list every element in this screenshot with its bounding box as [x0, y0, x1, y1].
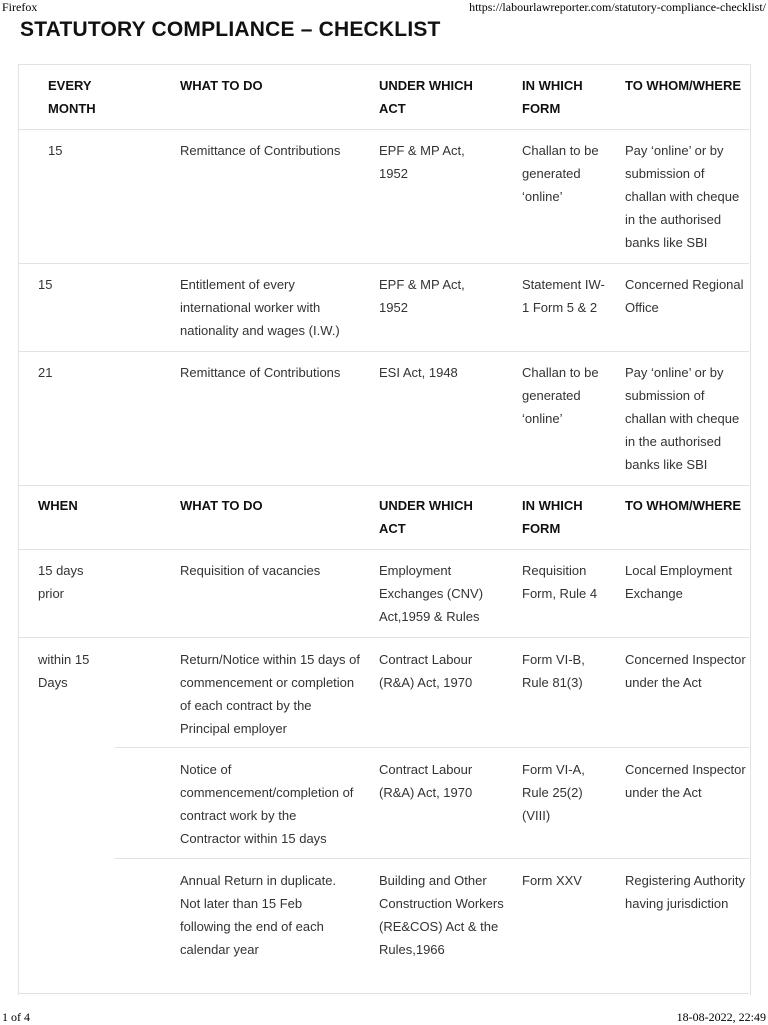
table-cell: Concerned Inspector under the Act [625, 652, 746, 690]
header-every-month: EVERY MONTH [48, 78, 96, 116]
row-divider [18, 351, 749, 352]
header-to-whom-where: TO WHOM/WHERE [625, 498, 742, 513]
row-divider [18, 129, 749, 130]
print-datetime: 18-08-2022, 22:49 [676, 1010, 766, 1024]
table-cell: Entitlement of every international worker with nationality and wages (I.W.) [180, 277, 340, 338]
table-cell: Remittance of Contributions [180, 365, 341, 380]
table-cell: Concerned Regional Office [625, 277, 744, 315]
table-cell: Contract Labour (R&A) Act, 1970 [379, 652, 473, 690]
table-cell: ESI Act, 1948 [379, 365, 458, 380]
header-in-which-form: IN WHICH FORM [522, 78, 583, 116]
table-cell: Annual Return in duplicate. Not later than 15 Feb following the end of each calendar year [180, 873, 337, 957]
table-cell: 15 [38, 277, 53, 292]
header-under-which-act: UNDER WHICH ACT [379, 78, 473, 116]
page-number: 1 of 4 [2, 1010, 30, 1024]
row-divider [115, 747, 749, 748]
header-what-to-do: WHAT TO DO [180, 498, 263, 513]
table-cell: Form VI-A, Rule 25(2)(VIII) [522, 762, 585, 823]
table-cell: Notice of commencement/completion of contract work by the Contractor within 15 days [180, 762, 354, 846]
table-cell: Form VI-B, Rule 81(3) [522, 652, 585, 690]
header-under-which-act: UNDER WHICH ACT [379, 498, 473, 536]
table-cell: Statement IW-1 Form 5 & 2 [522, 277, 605, 315]
table-cell: Contract Labour (R&A) Act, 1970 [379, 762, 473, 800]
table-cell: Pay ‘online’ or by submission of challan with cheque in the authorised banks like SBI [625, 365, 740, 472]
browser-name: Firefox [2, 0, 38, 14]
header-to-whom-where: TO WHOM/WHERE [625, 78, 742, 93]
table-cell: Return/Notice within 15 days of commencement or completion of each contract by the Principal employer [180, 652, 360, 736]
row-divider [18, 263, 749, 264]
table-cell: Pay ‘online’ or by submission of challan with cheque in the authorised banks like SBI [625, 143, 740, 250]
table-cell: EPF & MP Act, 1952 [379, 277, 465, 315]
table-cell: 15 [48, 143, 63, 158]
table-cell: Remittance of Contributions [180, 143, 341, 158]
table-cell: 21 [38, 365, 53, 380]
row-divider [18, 549, 749, 550]
table-cell: Concerned Inspector under the Act [625, 762, 746, 800]
table-cell: Registering Authority having jurisdiction [625, 873, 745, 911]
table-bottom-border [18, 993, 749, 994]
page-url[interactable]: https://labourlawreporter.com/statutory-compliance-checklist/ [469, 0, 766, 14]
table-cell: EPF & MP Act, 1952 [379, 143, 465, 181]
header-what-to-do: WHAT TO DO [180, 78, 263, 93]
table-cell: Challan to be generated ‘online’ [522, 365, 599, 426]
table-cell: within 15 Days [38, 652, 90, 690]
table-cell: 15 days prior [38, 563, 84, 601]
table-cell: Building and Other Construction Workers (RE&COS) Act & the Rules,1966 [379, 873, 504, 957]
header-when: WHEN [38, 498, 78, 513]
table-cell: Local Employment Exchange [625, 563, 732, 601]
row-divider [18, 485, 749, 486]
table-cell: Requisition Form, Rule 4 [522, 563, 598, 601]
table-cell: Challan to be generated ‘online’ [522, 143, 599, 204]
header-in-which-form: IN WHICH FORM [522, 498, 583, 536]
row-divider [115, 858, 749, 859]
table-cell: Requisition of vacancies [180, 563, 321, 578]
table-cell: Form XXV [522, 873, 582, 888]
page-title: STATUTORY COMPLIANCE – CHECKLIST [20, 18, 441, 41]
table-cell: Employment Exchanges (CNV) Act,1959 & Rules [379, 563, 484, 624]
row-divider [18, 637, 749, 638]
